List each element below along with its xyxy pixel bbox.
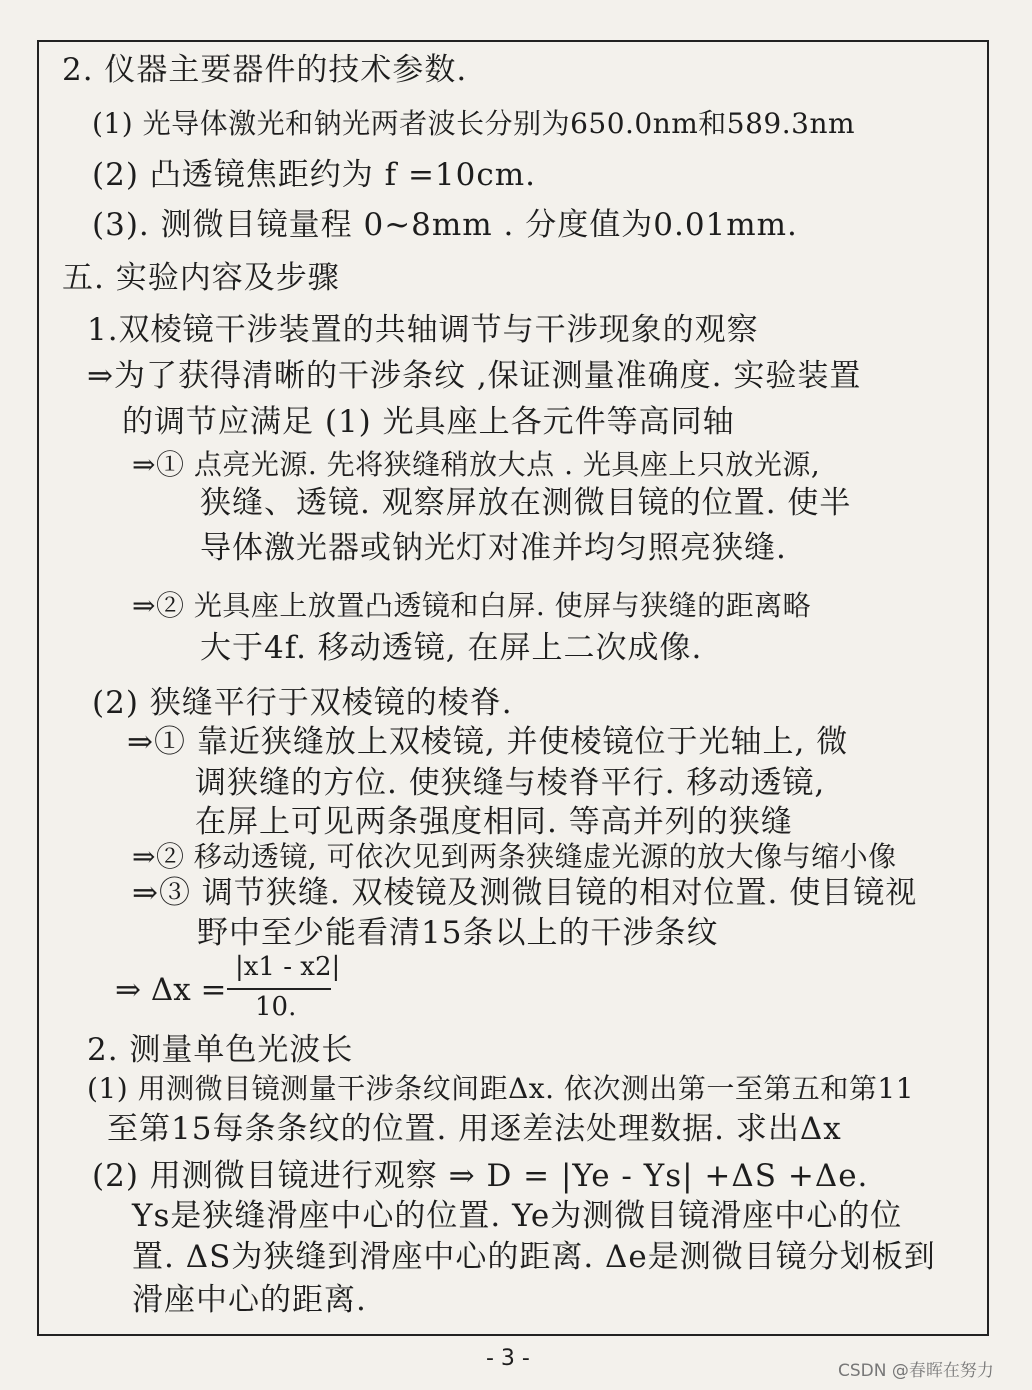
text-line: ⇒② 光具座上放置凸透镜和白屏. 使屏与狭缝的距离略 bbox=[132, 589, 812, 622]
text-line: 调狭缝的方位. 使狭缝与棱脊平行. 移动透镜, bbox=[195, 765, 826, 801]
delta-x-formula bbox=[115, 952, 375, 1032]
text-line: (1) 用测微目镜测量干涉条纹间距Δx. 依次测出第一至第五和第11 bbox=[87, 1072, 915, 1105]
text-line: (2) 凸透镜焦距约为 f =10cm. bbox=[92, 157, 536, 193]
text-line: Ys是狭缝滑座中心的位置. Ye为测微目镜滑座中心的位 bbox=[132, 1198, 903, 1234]
text-line: ⇒② 移动透镜, 可依次见到两条狭缝虚光源的放大像与缩小像 bbox=[132, 840, 897, 873]
text-line: 的调节应满足 (1) 光具座上各元件等高同轴 bbox=[122, 404, 735, 440]
section-heading-experiment: 五. 实验内容及步骤 bbox=[62, 260, 340, 296]
page-number: - 3 - bbox=[486, 1346, 530, 1371]
subheading: (2) 狭缝平行于双棱镜的棱脊. bbox=[92, 685, 513, 721]
text-line: ⇒① 点亮光源. 先将狭缝稍放大点 . 光具座上只放光源, bbox=[132, 448, 821, 481]
text-line: 导体激光器或钠光灯对准并均匀照亮狭缝. bbox=[200, 530, 787, 566]
subheading: 1.双棱镜干涉装置的共轴调节与干涉现象的观察 bbox=[87, 312, 759, 348]
text-line: (1) 光导体激光和钠光两者波长分别为650.0nm和589.3nm bbox=[92, 107, 856, 140]
formula-denominator: 10. bbox=[255, 992, 297, 1022]
text-line: 大于4f. 移动透镜, 在屏上二次成像. bbox=[200, 630, 703, 666]
text-line: ⇒为了获得清晰的干涉条纹 ,保证测量准确度. 实验装置 bbox=[87, 358, 862, 394]
text-line: (2) 用测微目镜进行观察 ⇒ D = |Ye - Ys| +ΔS +Δe. bbox=[92, 1158, 869, 1194]
text-line: 置. ΔS为狭缝到滑座中心的距离. Δe是测微目镜分划板到 bbox=[132, 1239, 936, 1275]
text-line: 滑座中心的距离. bbox=[132, 1282, 367, 1318]
text-line: 至第15每条条纹的位置. 用逐差法处理数据. 求出Δx bbox=[107, 1111, 842, 1147]
formula-lhs: ⇒ Δx = bbox=[115, 972, 227, 1008]
text-line: 在屏上可见两条强度相同. 等高并列的狭缝 bbox=[195, 804, 793, 840]
watermark: CSDN @春晖在努力 bbox=[838, 1361, 994, 1381]
text-line: ⇒① 靠近狭缝放上双棱镜, 并使棱镜位于光轴上, 微 bbox=[127, 724, 849, 760]
text-line: ⇒③ 调节狭缝. 双棱镜及测微目镜的相对位置. 使目镜视 bbox=[132, 875, 918, 911]
text-line: 狭缝、透镜. 观察屏放在测微目镜的位置. 使半 bbox=[200, 485, 852, 521]
subheading: 2. 测量单色光波长 bbox=[87, 1032, 354, 1068]
text-line: 野中至少能看清15条以上的干涉条纹 bbox=[197, 915, 719, 951]
text-line: (3). 测微目镜量程 0~8mm . 分度值为0.01mm. bbox=[92, 207, 798, 243]
fraction-bar bbox=[227, 988, 331, 990]
formula-numerator: |x1 - x2| bbox=[235, 952, 341, 982]
heading-instrument-params: 2. 仪器主要器件的技术参数. bbox=[62, 52, 468, 88]
